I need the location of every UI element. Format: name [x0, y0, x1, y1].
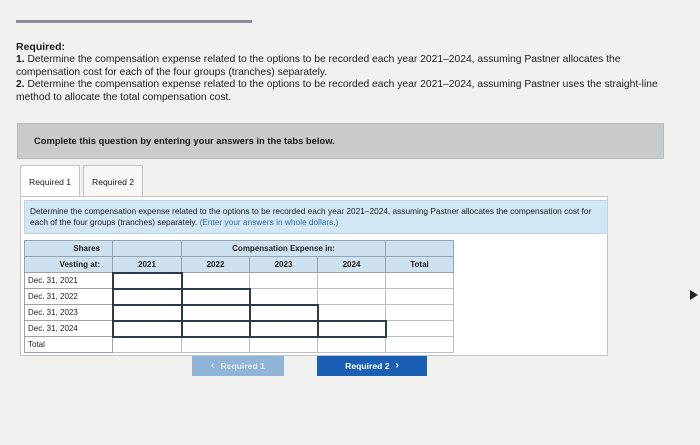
required-item-2-number: 2. [16, 79, 25, 90]
required-section [16, 41, 676, 104]
cell-2021-2024 [318, 273, 386, 289]
input-2024-2024[interactable] [318, 321, 386, 337]
cell-2023-2024 [318, 305, 386, 321]
compensation-table [24, 240, 454, 353]
row-label-dec-2022: Dec. 31, 2022 [25, 289, 113, 305]
row-label-dec-2023: Dec. 31, 2023 [25, 305, 113, 321]
instruction-bar: Complete this question by entering your answers in the tabs below. [17, 123, 664, 159]
required-item-2 [16, 79, 676, 104]
header-vesting-at: Vesting at: [25, 257, 113, 273]
header-total: Total [386, 257, 454, 273]
table-header-row-2 [25, 257, 454, 273]
row-label-dec-2021: Dec. 31, 2021 [25, 273, 113, 289]
input-2024-2021[interactable] [113, 321, 182, 337]
cell-2023-total [386, 305, 454, 321]
description-hint: (Enter your answers in whole dollars.) [199, 216, 339, 227]
mouse-cursor-icon [690, 290, 698, 300]
input-2024-2022[interactable] [182, 321, 250, 337]
table-row-total [25, 337, 454, 353]
required-heading: Required: [16, 41, 66, 53]
total-2021 [113, 337, 182, 353]
question-description [24, 200, 608, 234]
row-label-dec-2024: Dec. 31, 2024 [25, 321, 113, 337]
cell-2022-total [386, 289, 454, 305]
required-item-1 [16, 54, 676, 79]
required-item-2-text: Determine the compensation expense related to the options to be recorded each year 2021–2024, assuming Pastner uses the straight-line method to allocate the total compensation cost. [16, 79, 658, 103]
previous-tab-button[interactable] [192, 356, 284, 376]
chevron-right-icon: › [395, 360, 399, 371]
required-item-1-number: 1. [16, 54, 25, 65]
input-2021-2021[interactable] [113, 273, 182, 289]
header-shares: Shares [25, 241, 113, 257]
input-2023-2023[interactable] [250, 305, 318, 321]
table-row [25, 289, 454, 305]
cell-2022-2023 [250, 289, 318, 305]
tab-bar [20, 165, 146, 196]
total-2022 [182, 337, 250, 353]
next-tab-label: Required 2 [345, 361, 390, 371]
next-tab-button[interactable] [317, 356, 427, 376]
header-year-2024: 2024 [318, 257, 386, 273]
input-2023-2021[interactable] [113, 305, 182, 321]
table-row [25, 305, 454, 321]
total-2024 [318, 337, 386, 353]
top-divider [16, 20, 252, 23]
header-year-2022: 2022 [182, 257, 250, 273]
input-2022-2022[interactable] [182, 289, 250, 305]
input-2024-2023[interactable] [250, 321, 318, 337]
header-compensation-expense: Compensation Expense in: [182, 241, 386, 257]
row-label-total: Total [25, 337, 113, 353]
input-2022-2021[interactable] [113, 289, 182, 305]
cell-2021-2022 [182, 273, 250, 289]
tab-required-1[interactable]: Required 1 [20, 165, 80, 197]
header-year-2021: 2021 [113, 257, 182, 273]
chevron-left-icon: ‹ [211, 360, 215, 371]
input-2023-2022[interactable] [182, 305, 250, 321]
cell-2024-total [386, 321, 454, 337]
table-header-row-1 [25, 241, 454, 257]
total-2023 [250, 337, 318, 353]
cell-2021-2023 [250, 273, 318, 289]
required-item-1-text: Determine the compensation expense related to the options to be recorded each year 2021–2024, assuming Pastner allocates the compensation cost for each of the four groups (tranches) separately. [16, 54, 621, 78]
tab-required-2[interactable]: Required 2 [83, 165, 143, 196]
header-year-2023: 2023 [250, 257, 318, 273]
total-total [386, 337, 454, 353]
cell-2022-2024 [318, 289, 386, 305]
table-row [25, 321, 454, 337]
previous-tab-label: Required 1 [220, 361, 265, 371]
header-spacer-2 [386, 241, 454, 257]
cell-2021-total [386, 273, 454, 289]
table-row [25, 273, 454, 289]
description-text: Determine the compensation expense related to the options to be recorded each year 2021–2024, assuming Pastner allocates the compensation cost for each of the four groups (tranches) separately. [30, 206, 592, 227]
header-spacer [113, 241, 182, 257]
